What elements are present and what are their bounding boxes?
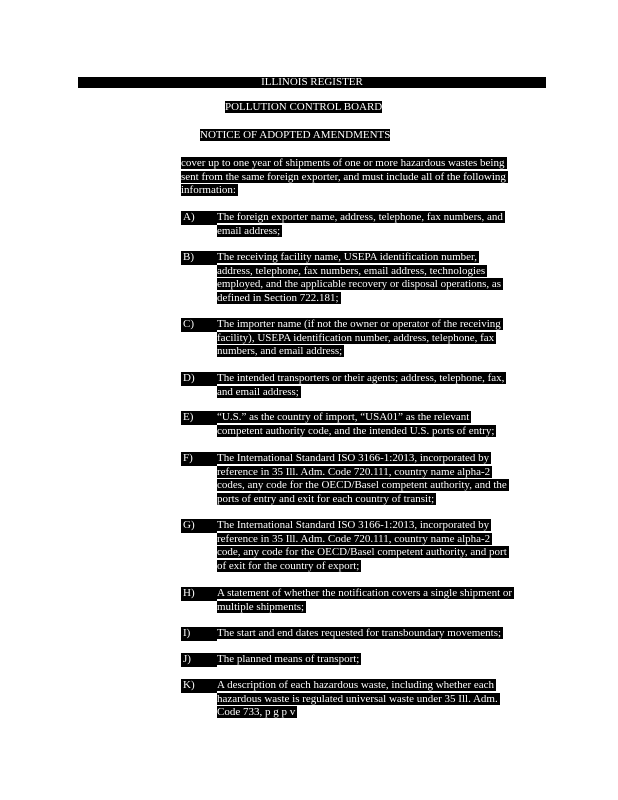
item-label: G) <box>181 519 217 533</box>
item-text: The importer name (if not the owner or operator of the receiving facility), USEPA identification number, address, telephone, fax numbers, and email address; <box>217 318 501 357</box>
item-label: K) <box>181 679 217 693</box>
item-label: I) <box>181 627 217 641</box>
item-text: The start and end dates requested for transboundary movements; <box>217 627 502 639</box>
item-text: The International Standard ISO 3166-1:2013, incorporated by reference in 35 Ill. Adm. Code 720.111, country name alpha-2 code, any code for the OECD/Basel competent authority, and port of exit for the country of export; <box>217 519 507 572</box>
item-text: The planned means of transport; <box>217 653 360 665</box>
item-label: F) <box>181 452 217 466</box>
intro-line: information: <box>181 184 236 196</box>
intro-paragraph <box>181 157 508 198</box>
intro-line: cover up to one year of shipments of one or more hazardous wastes being <box>181 157 505 169</box>
notice-title-text: NOTICE OF ADOPTED AMENDMENTS <box>200 129 391 141</box>
item-text: “U.S.” as the country of import, “USA01” as the relevant competent authority code, and the intended U.S. ports of entry; <box>217 411 495 437</box>
item-text: A statement of whether the notification covers a single shipment or multiple shipments; <box>217 587 513 613</box>
notice-title <box>200 129 390 142</box>
item-label: H) <box>181 587 217 601</box>
item-label: B) <box>181 251 217 265</box>
item-label: C) <box>181 318 217 332</box>
item-text: The receiving facility name, USEPA identification number, address, telephone, fax numbers, email address, technologies employed, and the applicable recovery or disposal operations, as defined in Section 722.181; <box>217 251 502 304</box>
item-label: D) <box>181 372 217 386</box>
item-text: The International Standard ISO 3166-1:2013, incorporated by reference in 35 Ill. Adm. Code 720.111, country name alpha-2 codes, any code for the OECD/Basel competent authority, and the ports of entry and exit for each country of transit; <box>217 452 507 505</box>
item-label: E) <box>181 411 217 425</box>
register-title: ILLINOIS REGISTER <box>261 76 363 88</box>
board-title <box>225 101 382 114</box>
item-text: The foreign exporter name, address, telephone, fax numbers, and email address; <box>217 211 503 237</box>
item-label: J) <box>181 653 217 667</box>
item-text: The intended transporters or their agents; address, telephone, fax, and email address; <box>217 372 505 398</box>
item-label: A) <box>181 211 217 225</box>
intro-line: sent from the same foreign exporter, and must include all of the following <box>181 170 506 183</box>
item-text: A description of each hazardous waste, including whether each hazardous waste is regulated universal waste under 35 Ill. Adm. Code 733, p g p v <box>217 679 498 718</box>
board-title-text: POLLUTION CONTROL BOARD <box>225 101 383 113</box>
